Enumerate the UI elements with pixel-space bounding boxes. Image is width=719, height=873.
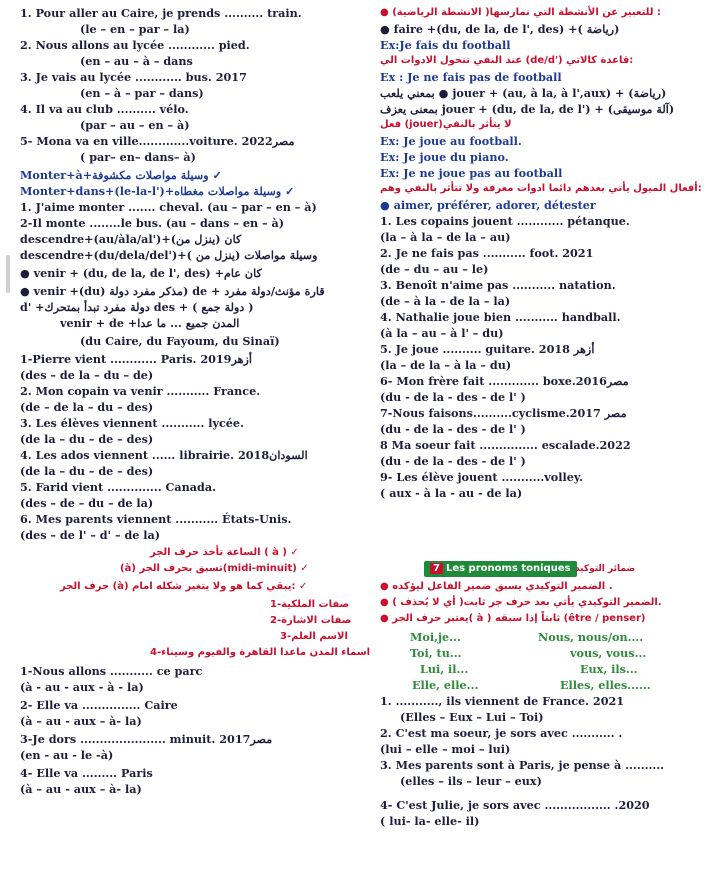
right-line: ( aux - à la - au - de la): [380, 486, 523, 500]
left-line: (en - au - le -à): [20, 748, 114, 762]
right-line: فعل (jouer)لا يتأثر بالنفي: [380, 119, 512, 130]
right-line: ● الضمير التوكيدي يسبق ضمير الفاعل ليؤكده .: [380, 581, 613, 592]
left-line: 3-الاسم العلم: [280, 631, 348, 642]
left-line: (de la – du – de – des): [20, 432, 154, 446]
left-line: ● venir + (du, de la, de l', des) +كان عام: [20, 266, 262, 280]
right-line: (du - de la - des - de l' ): [380, 390, 526, 404]
left-line: 1-Nous allons ........... ce parc: [20, 664, 203, 678]
left-line: (en – au – à – dans: [80, 54, 193, 68]
right-line: Nous, nous/on....: [538, 630, 644, 644]
left-line: 4. Il va au club .......... vélo.: [20, 102, 189, 116]
left-line: 3. Les élèves viennent ........... lycée.: [20, 416, 244, 430]
right-line: أفعال الميول يأتي بعدهم دائما ادوات معرفة ولا تتأثر بالنفي وهم:: [380, 183, 702, 194]
right-line: (Elles – Eux – Lui – Toi): [400, 710, 544, 724]
right-line: Moi,je...: [410, 630, 461, 644]
right-line: 7-Nous faisons..........cyclisme.2017 مصر: [380, 406, 627, 420]
left-line: (à – au - aux – à- la): [20, 782, 142, 796]
left-line: 2- Elle va ............... Caire: [20, 698, 178, 712]
left-line: descendre+(au/àla/al')+كان (ينزل من): [20, 232, 242, 246]
left-line: 1. Pour aller au Caire, je prends .......... train.: [20, 6, 302, 20]
right-line: 6- Mon frère fait ............. boxe.2016مصر: [380, 374, 629, 388]
left-line: venir + de +المدن جميع ... ما عدا: [60, 316, 240, 330]
right-line: 2. C'est ma soeur, je sors avec ........... .: [380, 726, 623, 740]
right-line: ● aimer, préférer, adorer, détester: [380, 198, 596, 212]
section-badge: [424, 561, 577, 577]
right-line: 4- C'est Julie, je sors avec ................. .2020: [380, 798, 650, 812]
right-line: 5. Je joue .......... guitare. 2018 أزهر: [380, 342, 595, 356]
left-line: (de – de la – du – des): [20, 400, 154, 414]
left-line: 2. Mon copain va venir ........... France.: [20, 384, 261, 398]
left-line: (des – de l' – d' – de la): [20, 528, 161, 542]
right-line: ● للتعبير عن الأنشطة التي نمارسها( الانشطة الرياضية) :: [380, 7, 661, 18]
left-line: 5- Mona va en ville.............voiture. مصر2022: [20, 134, 295, 148]
right-line: 9- Les élève jouent ...........volley.: [380, 470, 583, 484]
left-line: 6. Mes parents viennent ........... États-Unis.: [20, 512, 292, 526]
right-line: بمعني يلعب ● jouer + (au, à la, à l',aux) + (رياضة): [380, 86, 667, 100]
left-line: حرف الجر (à) يبقي كما هو ولا يتغير شكله امام: ✓: [60, 581, 308, 592]
left-line: ( par– en– dans– à): [80, 150, 196, 164]
right-line: (de – du – au – le): [380, 262, 489, 276]
right-line: ● faire +(du, de la, de l', des) +( رياضة): [380, 22, 620, 36]
left-line: 2-Il monte ........le bus. (au – dans – en – à): [20, 216, 285, 230]
left-line: Monter+dans+(le-la-l')+وسيلة مواصلات مغطاه ✓: [20, 184, 295, 198]
right-line: (du - de la - des - de l' ): [380, 454, 526, 468]
badge-number: 7: [430, 563, 443, 574]
right-line: (de – à la – de la – la): [380, 294, 511, 308]
scrollbar-handle[interactable]: [6, 255, 10, 293]
right-line: ● يعتبر حرف الجر( à ) ثابتاً إذا سبقه (être / penser): [380, 613, 646, 624]
right-line: Ex: Je ne joue pas au football: [380, 166, 563, 180]
left-line: 1-صفات الملكية: [270, 599, 350, 610]
right-line: (lui – elle – moi – lui): [380, 742, 511, 756]
badge-arabic-label: ضمائر التوكيد: [575, 564, 636, 574]
right-line: Ex : Je ne fais pas de football: [380, 70, 562, 84]
left-line: Monter+à+وسيلة مواصلات مكشوفة ✓: [20, 168, 222, 182]
right-line: (du - de la - des - de l' ): [380, 422, 526, 436]
left-line: الساعة تأخذ حرف الجر ( à ) ✓: [150, 547, 299, 558]
left-line: (du Caire, du Fayoum, du Sinaï): [80, 334, 280, 348]
right-line: (elles – ils – leur – eux): [400, 774, 542, 788]
right-line: 4. Nathalie joue bien ........... handball.: [380, 310, 621, 324]
right-line: ( lui- la- elle- il): [380, 814, 480, 828]
right-line: 1. Les copains jouent ............ pétanque.: [380, 214, 630, 228]
right-line: (la – de la – à la – du): [380, 358, 512, 372]
right-line: (à la – au – à l' – du): [380, 326, 504, 340]
right-line: Elles, elles......: [560, 678, 651, 692]
right-line: 2. Je ne fais pas ........... foot. 2021: [380, 246, 594, 260]
left-line: (des – de – du – de la): [20, 496, 154, 510]
left-line: (à - au - aux - à - la): [20, 680, 144, 694]
left-line: (en – à – par – dans): [80, 86, 204, 100]
left-line: (le – en – par – la): [80, 22, 190, 36]
left-line: 5. Farid vient .............. Canada.: [20, 480, 217, 494]
badge-label: Les pronoms toniques: [445, 563, 571, 574]
left-line: d' +دولة مفرد تبدأ بمتحرك des + ( دولة جمع ): [20, 300, 254, 314]
right-line: 3. Benoît n'aime pas ........... natation.: [380, 278, 616, 292]
right-line: Elle, elle...: [412, 678, 479, 692]
right-line: Lui, il...: [420, 662, 469, 676]
right-line: 3. Mes parents sont à Paris, je pense à ..........: [380, 758, 665, 772]
left-line: ● venir +(du) مذكر مفرد دولة) de + قارة مؤنث/دولة مفرد: [20, 284, 325, 298]
left-line: (de la – du – de – des): [20, 464, 154, 478]
left-line: 4- Elle va ......... Paris: [20, 766, 153, 780]
left-line: 3-Je dors ...................... minuit. 2017مصر: [20, 732, 273, 746]
left-line: 1. J'aime monter ....... cheval. (au – par – en – à): [20, 200, 317, 214]
left-line: (à – au - aux – à- la): [20, 714, 142, 728]
right-line: 8 Ma soeur fait ............... escalade.2022: [380, 438, 631, 452]
left-line: 4. Les ados viennent ...... librairie. السودان2018: [20, 448, 308, 462]
left-line: 3. Je vais au lycée ............ bus. 2017: [20, 70, 247, 84]
right-line: vous, vous...: [570, 646, 647, 660]
left-line: 1-Pierre vient ............ Paris. أزهر2019: [20, 352, 253, 366]
left-line: (des – de la – du – de): [20, 368, 154, 382]
right-line: Toi, tu...: [410, 646, 462, 660]
right-line: Eux, ils...: [580, 662, 638, 676]
right-line: 1. ..........., ils viennent de France. 2021: [380, 694, 625, 708]
left-line: descendre+(du/dela/del')+وسيلة مواصلات (ينزل من ): [20, 248, 318, 262]
left-line: 4-اسماء المدن ماعدا القاهرة والفيوم وسيناء: [150, 647, 371, 658]
left-line: (par – au – en – à): [80, 118, 190, 132]
right-line: Ex: Je joue du piano.: [380, 150, 509, 164]
right-line: بمعنى يعزف jouer + (du, de la, de l') + (آلة موسيقى): [380, 102, 675, 116]
left-line: 2-صفات الاشارة: [270, 615, 352, 626]
right-line: (la – à la – de la – au): [380, 230, 511, 244]
right-line: ● الضمير التوكيدي يأتي بعد حرف جر ثابت( أي لا يُحذف ).: [380, 597, 662, 608]
left-line: (à) تسبق بحرف الجر(midi-minuit) ✓: [120, 563, 309, 574]
right-line: عند النفي تتحول الادوات الي (de/d') قاعدة كالاتي:: [380, 55, 634, 66]
right-line: Ex: Je joue au football.: [380, 134, 522, 148]
right-line: Ex:Je fais du football: [380, 38, 511, 52]
left-line: 2. Nous allons au lycée ............ pied.: [20, 38, 250, 52]
